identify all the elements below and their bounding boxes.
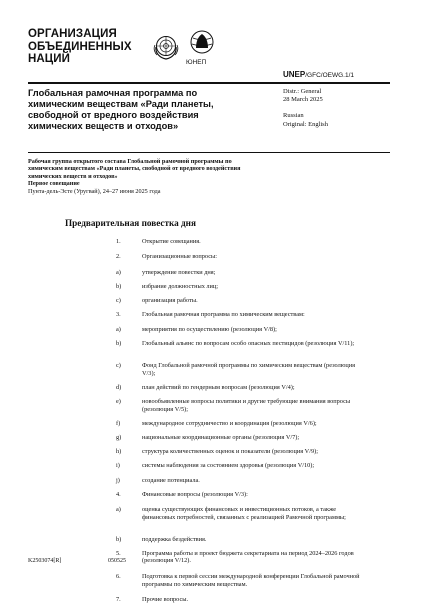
document-job-date: 050525 xyxy=(108,558,126,564)
agenda-subitem-number: h) xyxy=(116,448,122,456)
agenda-subitem-text: утверждение повестки дня; xyxy=(142,268,216,276)
agenda-item-text: Финансовые вопросы (резолюция V/3): xyxy=(142,490,248,498)
agenda-item-number: 7. xyxy=(116,595,121,603)
document-id: K2503074[R] xyxy=(28,558,62,564)
symbol-main: UNEP xyxy=(283,70,306,79)
agenda-subitem-number: d) xyxy=(116,384,122,392)
un-emblem-icon xyxy=(152,33,180,61)
agenda-item-number: 3. xyxy=(116,310,121,318)
body-name: Рабочая группа открытого состава Глобальной рамочной программы по химическим веществам «Ради планеты, свободной от вредного воздействия химических веществ и отходов» xyxy=(28,158,241,180)
org-line-2: ОБЪЕДИНЕННЫХ xyxy=(28,40,132,53)
agenda-item-text: Подготовка к первой сессии международной конференции Глобальной рамочной программы по химическим веществам. xyxy=(142,572,360,588)
place-dates: Пунта-дель-Эсте (Уругвай), 24–27 июня 2025 года xyxy=(28,187,161,195)
title-rule xyxy=(28,152,390,153)
meeting: Первое совещание xyxy=(28,180,80,188)
original-language: Original: English xyxy=(283,120,328,128)
session-block xyxy=(28,158,248,195)
agenda-subitem-number: a) xyxy=(116,326,121,334)
language: Russian xyxy=(283,112,304,120)
organization-name xyxy=(28,28,132,66)
agenda-subitem-text: создание потенциала. xyxy=(142,476,200,484)
agenda-subitem-number: b) xyxy=(116,282,122,290)
agenda-item-number: 5. xyxy=(116,549,121,557)
agenda-subitem-text: структура количественных оценок и показатели (резолюция V/9); xyxy=(142,448,318,456)
agenda-item-text: Организационные вопросы: xyxy=(142,253,217,261)
agenda-subitem-number: a) xyxy=(116,505,121,513)
document-date: 28 March 2025 xyxy=(283,96,323,104)
agenda-heading: Предварительная повестка дня xyxy=(65,218,196,228)
agenda-subitem-text: избрание должностных лиц; xyxy=(142,282,219,290)
document-meta xyxy=(283,88,328,129)
agenda-subitem-number: g) xyxy=(116,434,122,442)
agenda-item-text: Прочие вопросы. xyxy=(142,595,189,603)
agenda-subitem-text: Глобальный альянс по вопросам особо опасных пестицидов (резолюция V/11); xyxy=(142,340,355,348)
agenda-subitem-text: новообъявленные вопросы политики и другие требующие внимания вопросы (резолюция V/5); xyxy=(142,398,351,413)
agenda-subitem-text: Фонд Глобальной рамочной программы по химическим веществам (резолюция V/3); xyxy=(142,362,356,377)
agenda-subitem-text: мероприятия по осуществлению (резолюция V/8); xyxy=(142,326,277,334)
agenda-subitem-number: c) xyxy=(116,362,121,370)
agenda-subitem-text: международное сотрудничество и координация (резолюция V/6); xyxy=(142,420,317,428)
agenda-subitem-text: системы наблюдения за состоянием здоровья (резолюция V/10); xyxy=(142,462,315,470)
agenda-item-text: Программа работы и проект бюджета секретариата на период 2024–2026 годов (резолюция V/12). xyxy=(142,549,354,565)
agenda-subitem-text: национальные координационные органы (резолюция V/7); xyxy=(142,434,300,442)
agenda-item-number: 6. xyxy=(116,572,121,580)
agenda-subitem-number: b) xyxy=(116,340,122,348)
agenda-item-text: Открытие совещания. xyxy=(142,238,201,245)
agenda-item-number: 1. xyxy=(116,238,121,245)
agenda-item-text: Глобальная рамочная программа по химическим веществам: xyxy=(142,310,305,318)
agenda-subitem-number: f) xyxy=(116,420,121,428)
agenda-subitem-text: поддержка бездействия. xyxy=(142,535,207,543)
agenda-subitem-text: план действий по гендерным вопросам (резолюция V/4); xyxy=(142,384,295,392)
agenda-subitem-text: организация работы. xyxy=(142,296,198,304)
header-rule xyxy=(28,82,390,84)
distribution: Distr.: General xyxy=(283,88,322,95)
agenda-subitem-text: оценка существующих финансовых и инвестиционных потоков, а также финансовых потребностей, связанных с реализацией Рамочной программы; xyxy=(142,505,346,521)
document-title: Глобальная рамочная программа по химическим веществам «Ради планеты, свободной от вредного воздействия химических веществ и отходов» xyxy=(28,88,214,131)
unep-label: ЮНЕП xyxy=(186,59,207,66)
symbol-rest: /GFC/OEWG.1/1 xyxy=(305,72,354,79)
agenda-subitem-number: a) xyxy=(116,268,121,276)
agenda-subitem-number: i) xyxy=(116,462,120,470)
agenda-subitem-number: e) xyxy=(116,398,121,406)
agenda-subitem-number: j) xyxy=(116,476,120,484)
unep-logo-icon xyxy=(187,28,217,62)
agenda-item-number: 2. xyxy=(116,253,121,261)
agenda-item-number: 4. xyxy=(116,490,121,498)
agenda-subitem-number: b) xyxy=(116,535,122,543)
agenda-subitem-number: c) xyxy=(116,296,121,304)
org-line-1: ОРГАНИЗАЦИЯ xyxy=(28,28,117,40)
document-symbol xyxy=(283,70,354,79)
org-line-3: НАЦИЙ xyxy=(28,53,71,65)
